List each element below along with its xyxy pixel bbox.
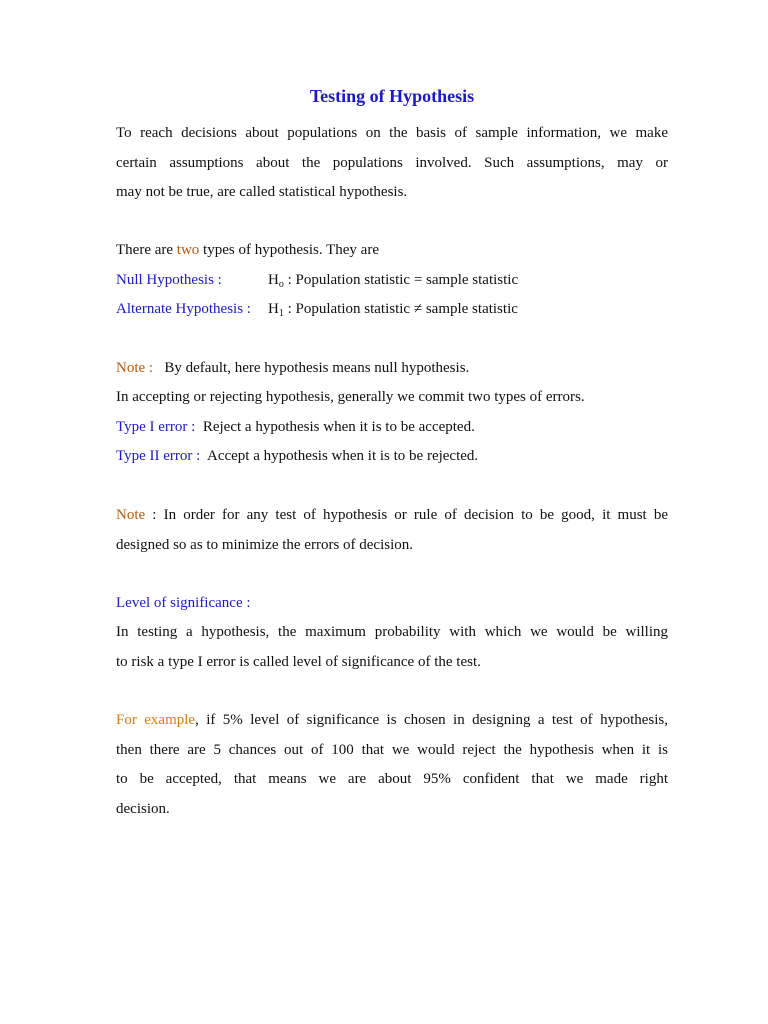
note-errors-line-1: [116, 505, 668, 525]
significance-line-1: In testing a hypothesis, the maximum probability with which we would be willing: [116, 624, 668, 640]
alternate-hypothesis-definition: : Population statistic ≠ sample statistic: [283, 301, 518, 317]
type2-error-label: Type II error :: [116, 448, 201, 464]
type2-error-row: [116, 446, 668, 466]
example-line-1: [116, 710, 668, 730]
example-line-4: decision.: [116, 801, 170, 817]
alternate-hypothesis-symbol: [268, 299, 284, 324]
page-title: Testing of Hypothesis: [309, 86, 475, 106]
note-errors-text: : In order for any test of hypothesis or rule of decision to be good, it must be: [145, 507, 668, 523]
note-default-label: Note :: [116, 360, 154, 376]
significance-heading: Level of significance :: [116, 595, 251, 611]
type1-error-label: Type I error :: [116, 419, 196, 435]
null-hypothesis-h: H: [268, 272, 279, 288]
alternate-hypothesis-row: [116, 299, 668, 324]
null-hypothesis-row: [116, 270, 668, 295]
errors-intro: In accepting or rejecting hypothesis, generally we commit two types of errors.: [116, 389, 585, 405]
type1-error-row: [116, 417, 668, 437]
null-hypothesis-label: Null Hypothesis :: [116, 272, 222, 288]
note-errors-label: Note: [116, 507, 146, 523]
note-default-text: By default, here hypothesis means null hypothesis.: [153, 360, 470, 376]
types-prefix: There are: [116, 242, 177, 258]
example-text: , if 5% level of significance is chosen in designing a test of hypothesis,: [195, 712, 668, 728]
note-default: [116, 358, 668, 378]
type2-error-text: Accept a hypothesis when it is to be rejected.: [200, 448, 479, 464]
note-errors-line-2: designed so as to minimize the errors of decision.: [116, 537, 414, 553]
example-line-2: then there are 5 chances out of 100 that we would reject the hypothesis when it is: [116, 742, 668, 758]
null-hypothesis-definition: : Population statistic = sample statistic: [283, 272, 519, 288]
example-label: For example: [116, 712, 196, 728]
types-count: two: [176, 242, 200, 258]
intro-line-3: may not be true, are called statistical hypothesis.: [116, 184, 408, 200]
significance-line-2: to risk a type I error is called level of significance of the test.: [116, 654, 481, 670]
alternate-hypothesis-label: Alternate Hypothesis :: [116, 301, 251, 317]
alternate-hypothesis-h: H: [268, 301, 279, 317]
type1-error-text: Reject a hypothesis when it is to be accepted.: [195, 419, 475, 435]
null-hypothesis-symbol: [268, 270, 284, 295]
intro-line-1: To reach decisions about populations on the basis of sample information, we make: [116, 125, 668, 141]
intro-line-2: certain assumptions about the populations involved. Such assumptions, may or: [116, 155, 668, 171]
types-intro: [116, 240, 668, 260]
null-hypothesis-subscript: o: [278, 279, 284, 290]
types-suffix: types of hypothesis. They are: [199, 242, 379, 258]
alternate-hypothesis-subscript: 1: [278, 308, 284, 319]
example-line-3: to be accepted, that means we are about 95% confident that we made right: [116, 771, 668, 787]
